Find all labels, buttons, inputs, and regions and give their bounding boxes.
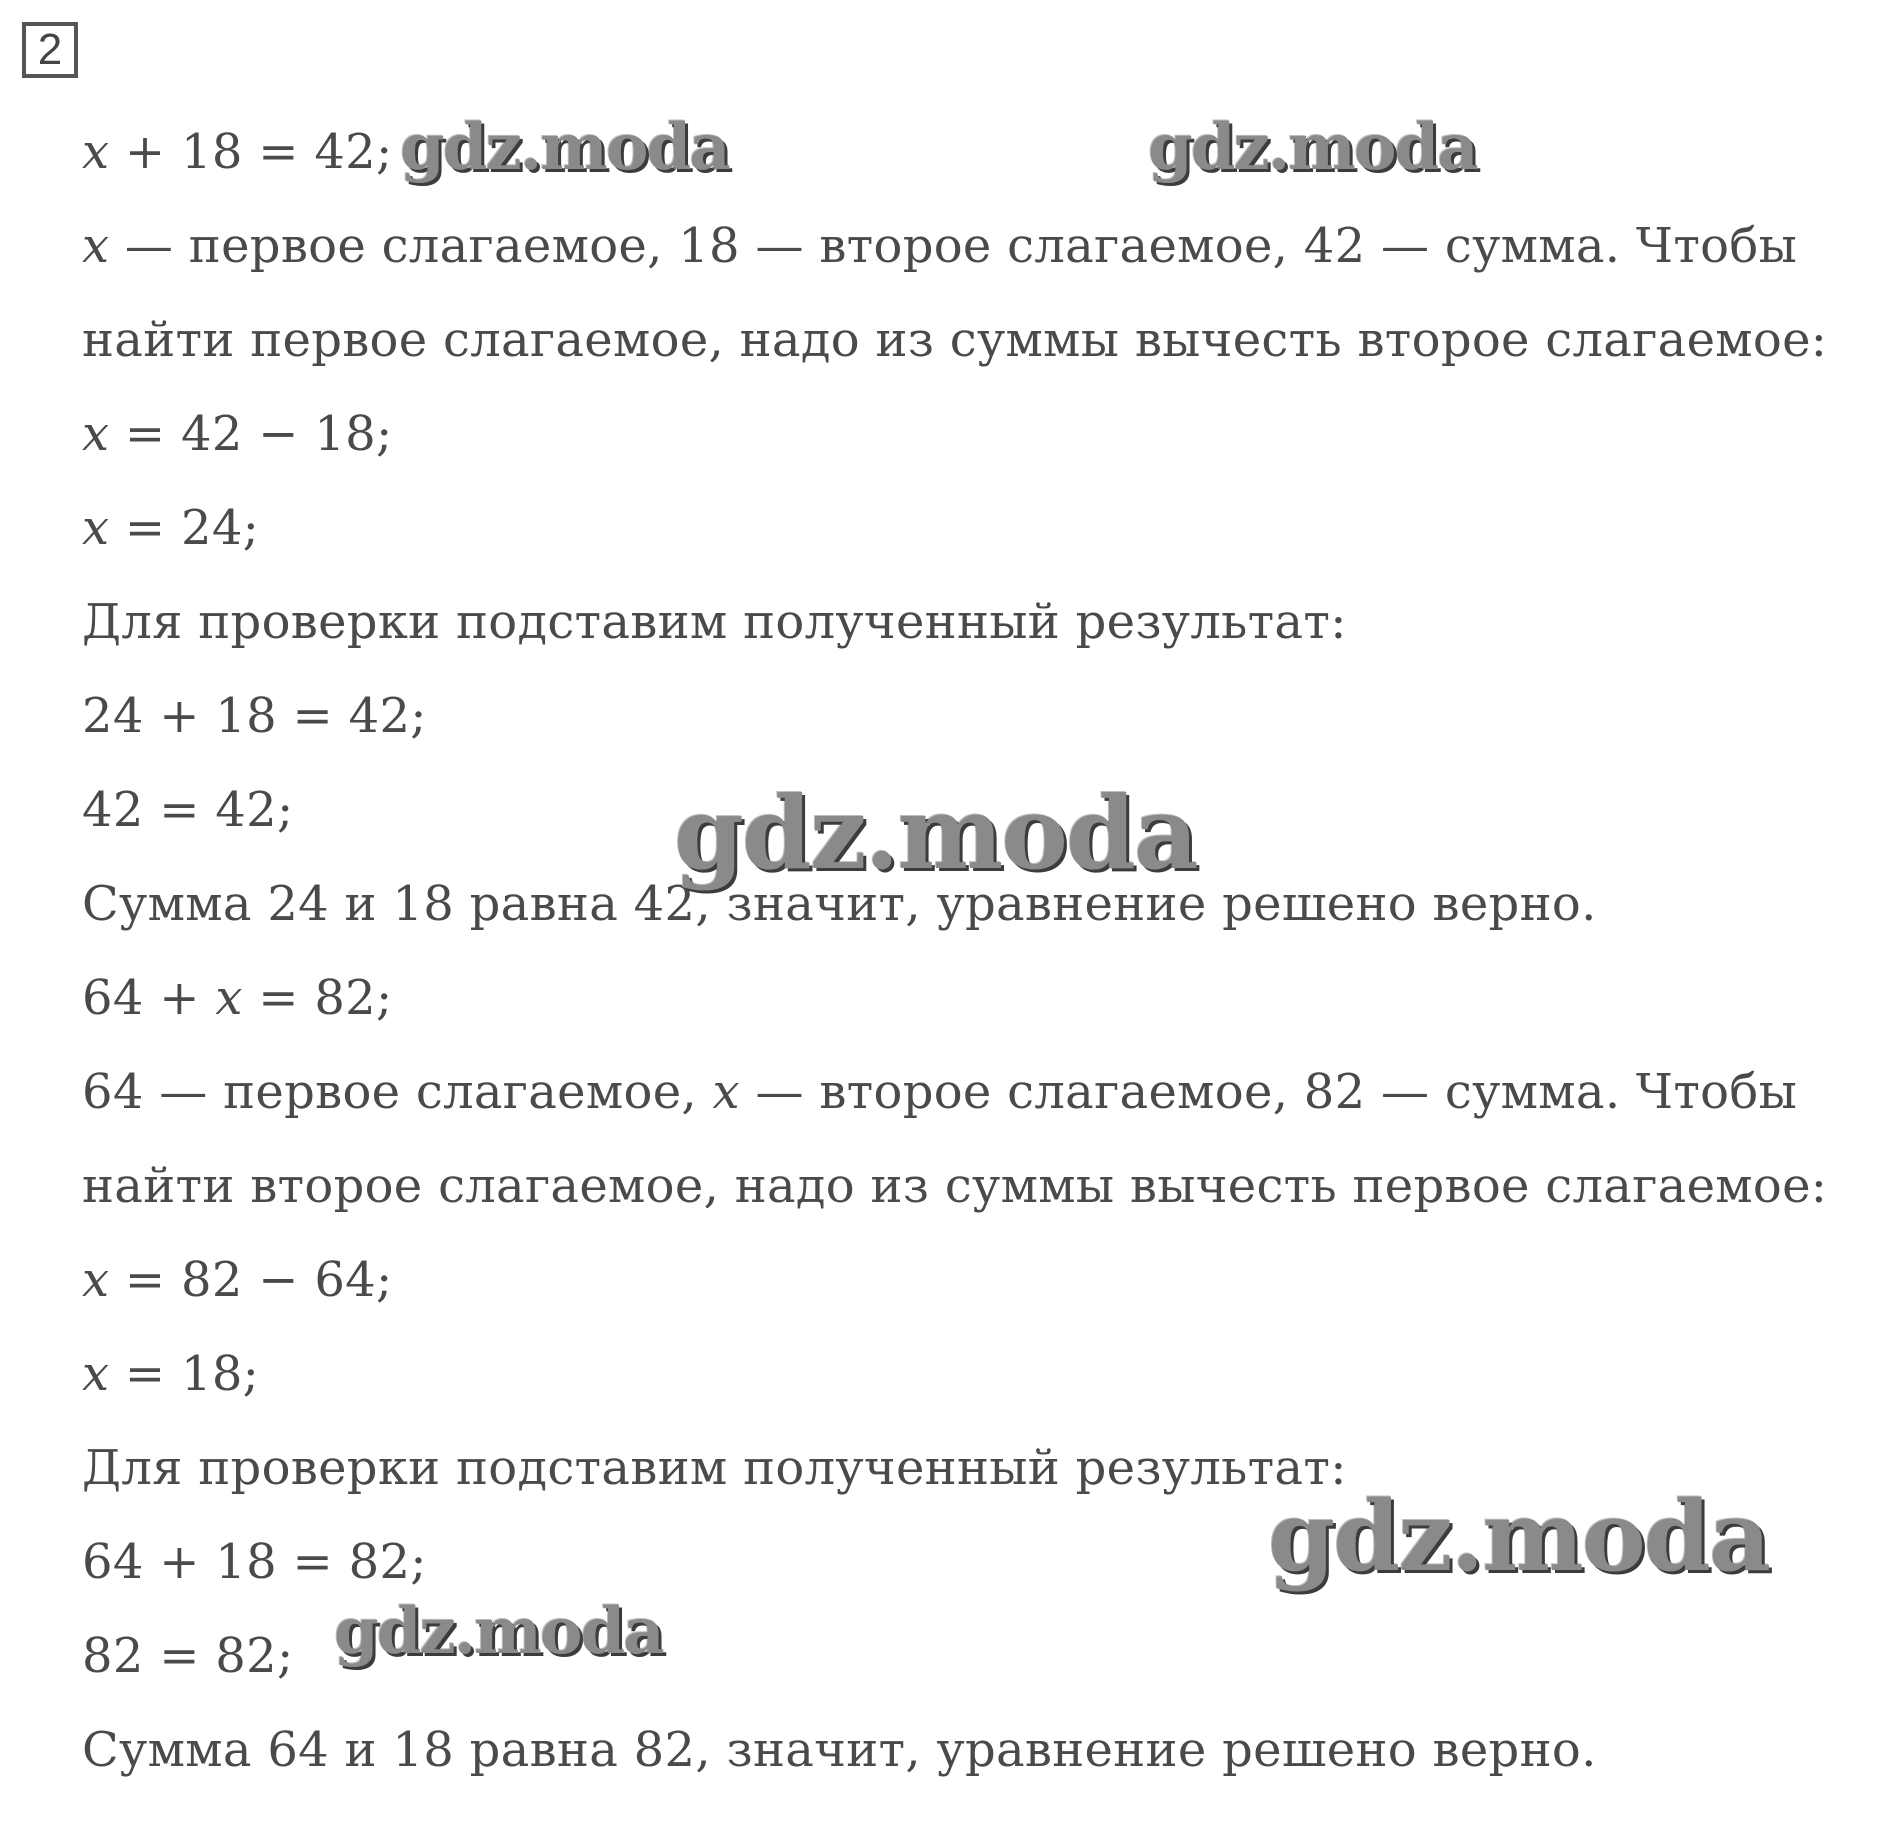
line-text: 64 + 18 = 82;: [82, 1534, 427, 1590]
solution-line: [82, 1045, 1872, 1139]
line-text: найти второе слагаемое, надо из суммы вычесть первое слагаемое:: [82, 1158, 1828, 1214]
watermark: gdz.moda: [400, 110, 729, 185]
line-text: + 18 = 42;: [109, 124, 393, 180]
solution-line: [82, 951, 1872, 1045]
line-text: 42 = 42;: [82, 782, 294, 838]
line-text: 24 + 18 = 42;: [82, 688, 427, 744]
solution-line: [82, 199, 1872, 293]
solution-line: [82, 387, 1872, 481]
line-text: Для проверки подставим полученный результат:: [82, 1440, 1347, 1496]
solution-line: [82, 293, 1872, 387]
task-number-box: 2: [22, 22, 78, 78]
line-text: = 82;: [242, 970, 393, 1026]
line-text: Сумма 64 и 18 равна 82, значит, уравнение решено верно.: [82, 1722, 1597, 1778]
solution-line: [82, 575, 1872, 669]
line-text: = 24;: [109, 500, 260, 556]
math-variable: x: [712, 1064, 740, 1120]
line-prefix: 64 — первое слагаемое,: [82, 1064, 713, 1120]
math-variable: x: [82, 500, 110, 556]
watermark: gdz.moda: [1268, 1480, 1770, 1593]
line-text: = 42 − 18;: [109, 406, 393, 462]
line-text: — второе слагаемое, 82 — сумма. Чтобы: [739, 1064, 1798, 1120]
line-text: — первое слагаемое, 18 — второе слагаемое, 42 — сумма. Чтобы: [109, 218, 1798, 274]
math-variable: x: [82, 406, 110, 462]
watermark: gdz.moda: [334, 1594, 663, 1669]
solution-line: [82, 1139, 1872, 1233]
watermark: gdz.moda: [1148, 110, 1477, 185]
line-text: Для проверки подставим полученный результат:: [82, 594, 1347, 650]
solution-line: [82, 1233, 1872, 1327]
math-variable: x: [82, 1346, 110, 1402]
math-variable: x: [82, 124, 110, 180]
solution-line: [82, 1703, 1872, 1797]
line-text: = 18;: [109, 1346, 260, 1402]
solution-line: [82, 481, 1872, 575]
line-text: = 82 − 64;: [109, 1252, 393, 1308]
solution-line: [82, 1327, 1872, 1421]
line-prefix: 64 +: [82, 970, 216, 1026]
math-variable: x: [215, 970, 243, 1026]
line-text: 82 = 82;: [82, 1628, 294, 1684]
solution-line: [82, 105, 1872, 199]
math-variable: x: [82, 1252, 110, 1308]
line-text: найти первое слагаемое, надо из суммы вычесть второе слагаемое:: [82, 312, 1828, 368]
line-text: Сумма 24 и 18 равна 42, значит, уравнение решено верно.: [82, 876, 1597, 932]
solution-line: [82, 669, 1872, 763]
watermark: gdz.moda: [674, 774, 1197, 892]
math-variable: x: [82, 218, 110, 274]
